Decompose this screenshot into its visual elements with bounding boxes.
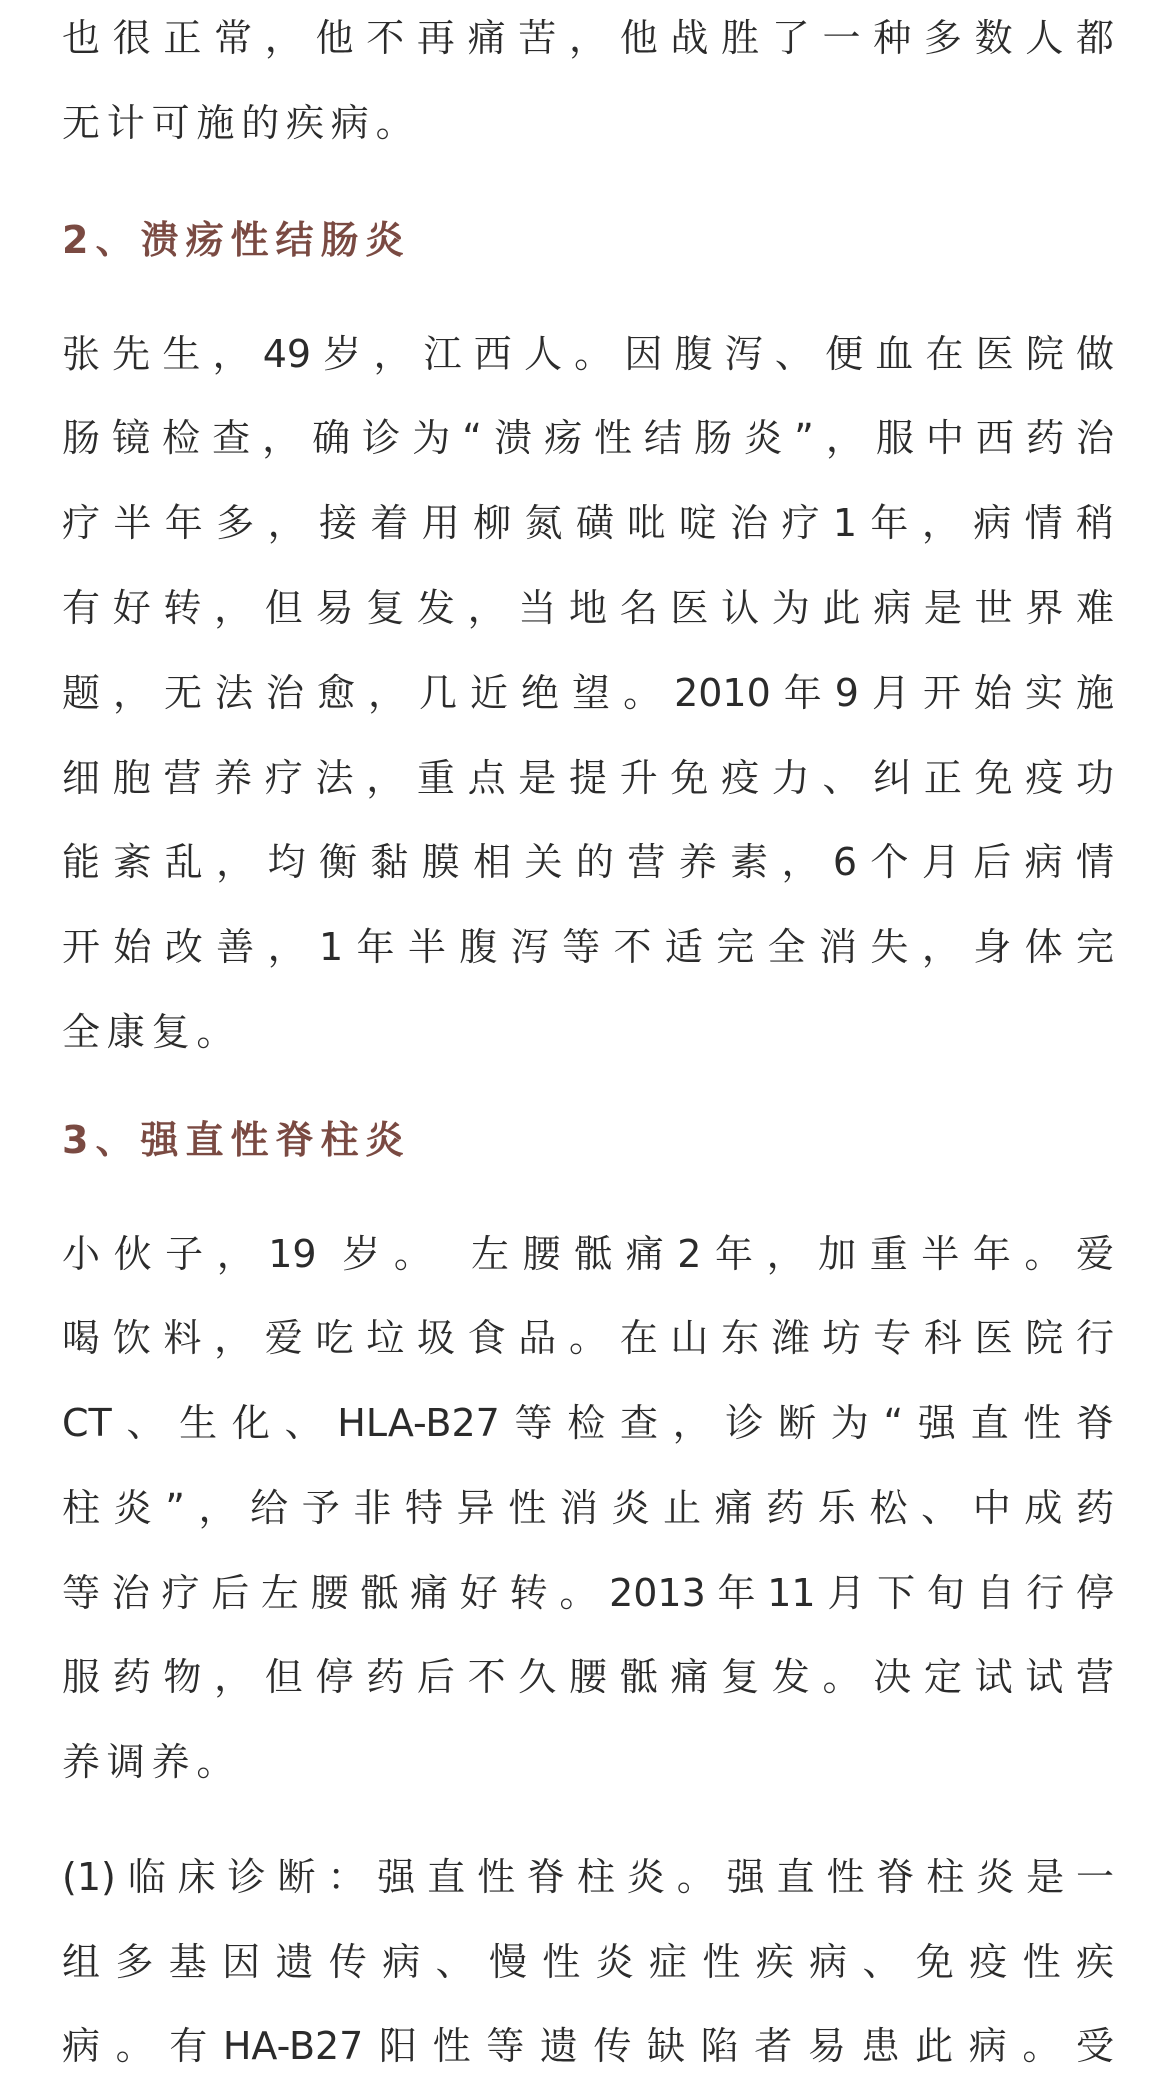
paragraph-line: 服药物，但停药后不久腰骶痛复发。决定试试营 [62, 1655, 1114, 1699]
paragraph-line: 柱炎”，给予非特异性消炎止痛药乐松、中成药 [62, 1486, 1114, 1530]
section-heading: 3、强直性脊柱炎 [62, 1118, 411, 1162]
paragraph-line: 开始改善，1年半腹泻等不适完全消失，身体完 [62, 925, 1114, 969]
paragraph-line: 肠镜检查，确诊为“溃疡性结肠炎”，服中西药治 [62, 416, 1114, 460]
paragraph-line: CT、生化、HLA-B27等检查，诊断为“强直性脊 [62, 1401, 1114, 1445]
paragraph-line: 有好转，但易复发，当地名医认为此病是世界难 [62, 586, 1114, 630]
paragraph-line: 病。有HA-B27阳性等遗传缺陷者易患此病。受 [62, 2024, 1114, 2068]
paragraph-line: 能紊乱，均衡黏膜相关的营养素，6个月后病情 [62, 840, 1114, 884]
section-heading: 2、溃疡性结肠炎 [62, 218, 411, 262]
paragraph-line: 组多基因遗传病、慢性炎症性疾病、免疫性疾 [62, 1940, 1114, 1984]
paragraph-line: 题，无法治愈，几近绝望。2010年9月开始实施 [62, 671, 1114, 715]
paragraph-line: (1)临床诊断：强直性脊柱炎。强直性脊柱炎是一 [62, 1855, 1114, 1899]
paragraph-line: 全康复。 [62, 1010, 242, 1054]
paragraph-line: 也很正常，他不再痛苦，他战胜了一种多数人都 [62, 16, 1114, 60]
paragraph-line: 疗半年多，接着用柳氮磺吡啶治疗1年，病情稍 [62, 501, 1114, 545]
paragraph-line: 等治疗后左腰骶痛好转。2013年11月下旬自行停 [62, 1571, 1114, 1615]
paragraph-line: 小伙子，19 岁。 左腰骶痛2年，加重半年。爱 [62, 1232, 1114, 1276]
paragraph-line: 养调养。 [62, 1740, 242, 1784]
paragraph-line: 张先生，49岁，江西人。因腹泻、便血在医院做 [62, 332, 1114, 376]
paragraph-line: 喝饮料，爱吃垃圾食品。在山东潍坊专科医院行 [62, 1316, 1114, 1360]
paragraph-line: 无计可施的疾病。 [62, 101, 421, 145]
paragraph-line: 细胞营养疗法，重点是提升免疫力、纠正免疫功 [62, 756, 1114, 800]
